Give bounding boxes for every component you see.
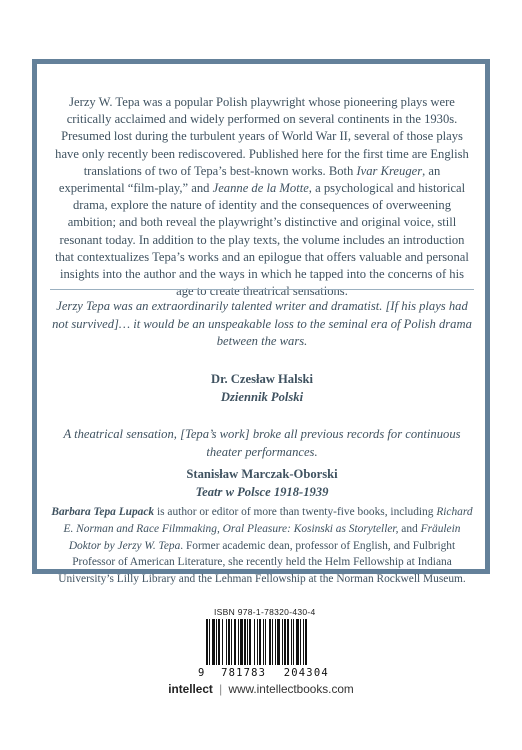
barcode-digits-left: 781783 bbox=[221, 667, 267, 679]
barcode-bar bbox=[287, 619, 289, 665]
barcode-bar bbox=[265, 619, 266, 665]
barcode-bar bbox=[284, 619, 286, 665]
barcode-digits-right: 204304 bbox=[283, 667, 329, 679]
review-attribution-1 bbox=[50, 371, 474, 406]
blurb-text-2: , an experimental “film-play,” and bbox=[58, 163, 441, 196]
barcode-bars bbox=[198, 619, 340, 667]
reviewer-name: Stanisław Marczak-Oborski bbox=[186, 467, 338, 481]
barcode-bar bbox=[216, 619, 217, 665]
bio-text-2: and bbox=[398, 522, 421, 535]
publisher-logo: intellect bbox=[168, 682, 213, 696]
bio-book-titles: Richard E. Norman and Race Filmmaking, Oral Pleasure: Kosinski as Storyteller, bbox=[63, 506, 473, 535]
review-attribution-2 bbox=[50, 466, 474, 501]
review-source: Teatr w Polsce 1918-1939 bbox=[195, 484, 329, 499]
barcode-bar bbox=[212, 619, 215, 665]
barcode-bar bbox=[263, 619, 264, 665]
barcode-bar bbox=[291, 619, 292, 665]
barcode-bar bbox=[277, 619, 280, 665]
barcode-bar bbox=[206, 619, 208, 665]
barcode-bar bbox=[231, 619, 232, 665]
barcode-bar bbox=[234, 619, 236, 665]
barcode-bar bbox=[275, 619, 276, 665]
barcode-bar bbox=[218, 619, 220, 665]
bio-text-1: is author or editor of more than twenty-five books, including bbox=[154, 506, 437, 518]
play-title-ivar-kreuger: Ivar Kreuger bbox=[356, 163, 423, 178]
bio-text-3: . Former academic dean, professor of English, and Fulbright Professor of American Literature, she recently held the Helm Fellowship at Indiana University’s Lilly Library and the Lehman Fellowship at the Norman Rockwell Museum. bbox=[58, 539, 466, 586]
barcode-bar bbox=[257, 619, 258, 665]
barcode-bar bbox=[209, 619, 210, 665]
publisher-footer bbox=[0, 682, 522, 696]
barcode-bar bbox=[293, 619, 294, 665]
barcode-bar bbox=[282, 619, 283, 665]
review-source: Dziennik Polski bbox=[220, 389, 304, 404]
barcode-bar bbox=[300, 619, 301, 665]
barcode-bar bbox=[222, 619, 223, 665]
review-quote-1: Jerzy Tepa was an extraordinarily talented writer and dramatist. [If his plays had not survived]… it would be an unspeakable loss to the seminal era of Polish drama between the wars. bbox=[52, 299, 472, 348]
barcode-bar bbox=[272, 619, 273, 665]
barcode-bar bbox=[226, 619, 227, 665]
barcode-bar bbox=[240, 619, 243, 665]
barcode-bar bbox=[259, 619, 261, 665]
isbn-barcode bbox=[198, 607, 340, 677]
bio-book-title-3: Fräulein Doktor by Jerzy W. Tepa bbox=[68, 522, 461, 552]
barcode-bar bbox=[238, 619, 239, 665]
review-quote-2: A theatrical sensation, [Tepa’s work] broke all previous records for continuous theater performances. bbox=[63, 427, 461, 459]
blurb-paragraph bbox=[50, 94, 474, 300]
play-title-jeanne: Jeanne de la Motte bbox=[212, 181, 309, 196]
barcode-bar bbox=[247, 619, 248, 665]
bio-author-name: Barbara Tepa Lupack bbox=[51, 506, 155, 518]
blurb-text-3: , a psychological and historical drama, explore the nature of identity and the consequences of overweening ambition; and both reveal the playwright’s distinctive and original voice, still resonant today. In addition to the play texts, the volume includes an introduction that contextualizes Tepa’s works and an epilogue that offers valuable and personal insights into the author and the ways in which he tapped into the concerns of his age to create theatrical sensations. bbox=[55, 181, 469, 299]
barcode-bar bbox=[296, 619, 299, 665]
reviewer-name: Dr. Czesław Halski bbox=[210, 372, 314, 386]
barcode-bar bbox=[269, 619, 271, 665]
barcode-digit-first: 9 bbox=[198, 667, 206, 679]
divider-rule bbox=[50, 289, 474, 290]
barcode-bar bbox=[303, 619, 304, 665]
isbn-label: ISBN 978-1-78320-430-4 bbox=[214, 607, 316, 617]
barcode-bar bbox=[305, 619, 307, 665]
barcode-bar bbox=[228, 619, 230, 665]
barcode-bar bbox=[249, 619, 251, 665]
blurb-text-1: Jerzy W. Tepa was a popular Polish playwright whose pioneering plays were critically acclaimed and widely performed on several continents in the 1930s. Presumed lost during the turbulent years of World War II, several of those plays have only recently been rediscovered. Published here for the first time are English translations of two of Tepa’s best-known works. Both bbox=[55, 95, 469, 178]
barcode-digits bbox=[198, 667, 340, 679]
barcode-bar bbox=[254, 619, 255, 665]
publisher-url: www.intellectbooks.com bbox=[228, 682, 354, 696]
barcode-bar bbox=[244, 619, 246, 665]
footer-separator: | bbox=[219, 682, 223, 696]
author-bio bbox=[50, 504, 474, 588]
